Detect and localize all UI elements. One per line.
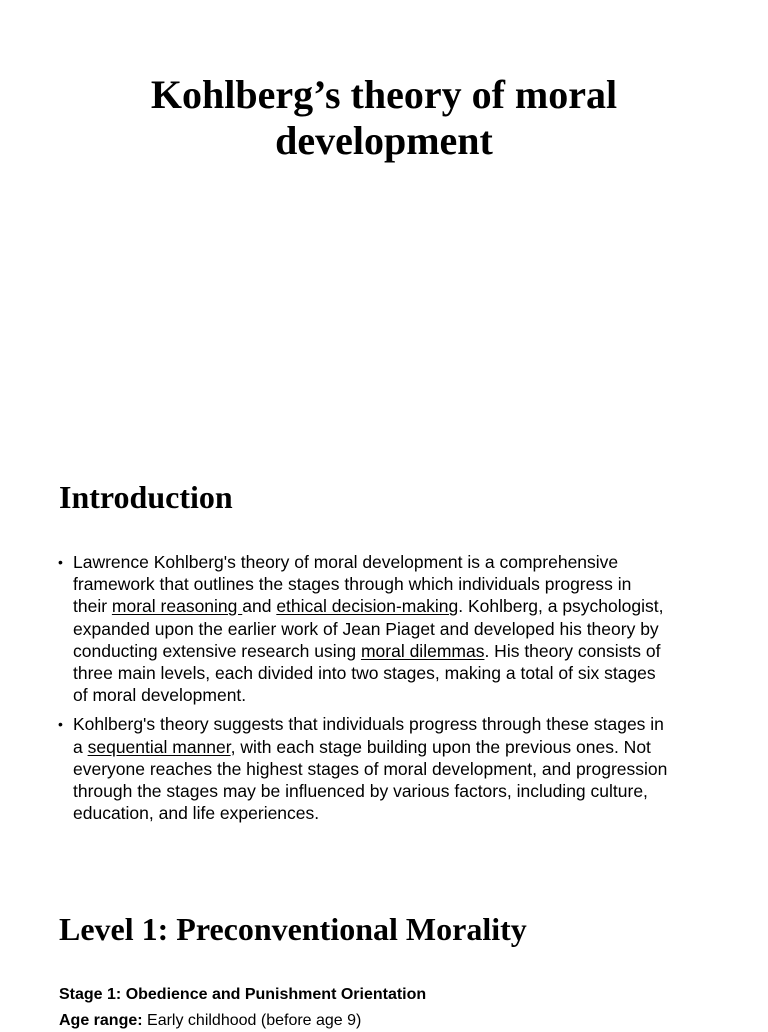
level-1-heading: Level 1: Preconventional Morality (59, 911, 527, 947)
age-range-line (59, 1010, 361, 1032)
bullet-dot-icon: • (58, 716, 63, 733)
introduction-heading: Introduction (59, 479, 233, 515)
bullet-line: their moral reasoning and ethical decision-making. Kohlberg, a psychologist, (73, 596, 664, 617)
bullet-line: everyone reaches the highest stages of moral development, and progression (73, 758, 668, 779)
introduction-bullet-list (58, 551, 728, 824)
bullet-line: through the stages may be influenced by various factors, including culture, (73, 781, 648, 802)
title-line-2: development (275, 118, 493, 163)
bullet-line: Lawrence Kohlberg's theory of moral development is a comprehensive (73, 552, 619, 572)
bullet-line: conducting extensive research using moral dilemmas. His theory consists of (73, 640, 661, 661)
link-moral-reasoning[interactable]: moral reasoning (111, 596, 243, 617)
age-range-label: Age range: (59, 1012, 143, 1029)
page-title (0, 72, 768, 164)
bullet-line: framework that outlines the stages through which individuals progress in (73, 574, 632, 595)
bullet-line: three main levels, each divided into two stages, making a total of six stages (73, 663, 656, 684)
bullet-item-2 (58, 713, 728, 824)
bullet-line: Kohlberg's theory suggests that individuals progress through these stages in (73, 714, 664, 735)
stage-1-title: Stage 1: Obedience and Punishment Orientation (59, 986, 427, 1003)
bullet-dot-icon: • (58, 554, 63, 570)
bullet-line: a sequential manner, with each stage building upon the previous ones. Not (73, 736, 651, 757)
bullet-line: education, and life experiences. (73, 803, 320, 824)
link-sequential-manner[interactable]: sequential manner (87, 736, 231, 757)
title-line-1: Kohlberg’s theory of moral (150, 72, 618, 117)
bullet-line: of moral development. (73, 685, 247, 706)
link-moral-dilemmas[interactable]: moral dilemmas (360, 640, 485, 661)
bullet-line: expanded upon the earlier work of Jean Piaget and developed his theory by (73, 618, 659, 639)
age-range-value: Early childhood (before age 9) (142, 1012, 362, 1029)
link-ethical-decision-making[interactable]: ethical decision-making (276, 596, 459, 617)
bullet-item-1 (58, 551, 728, 706)
